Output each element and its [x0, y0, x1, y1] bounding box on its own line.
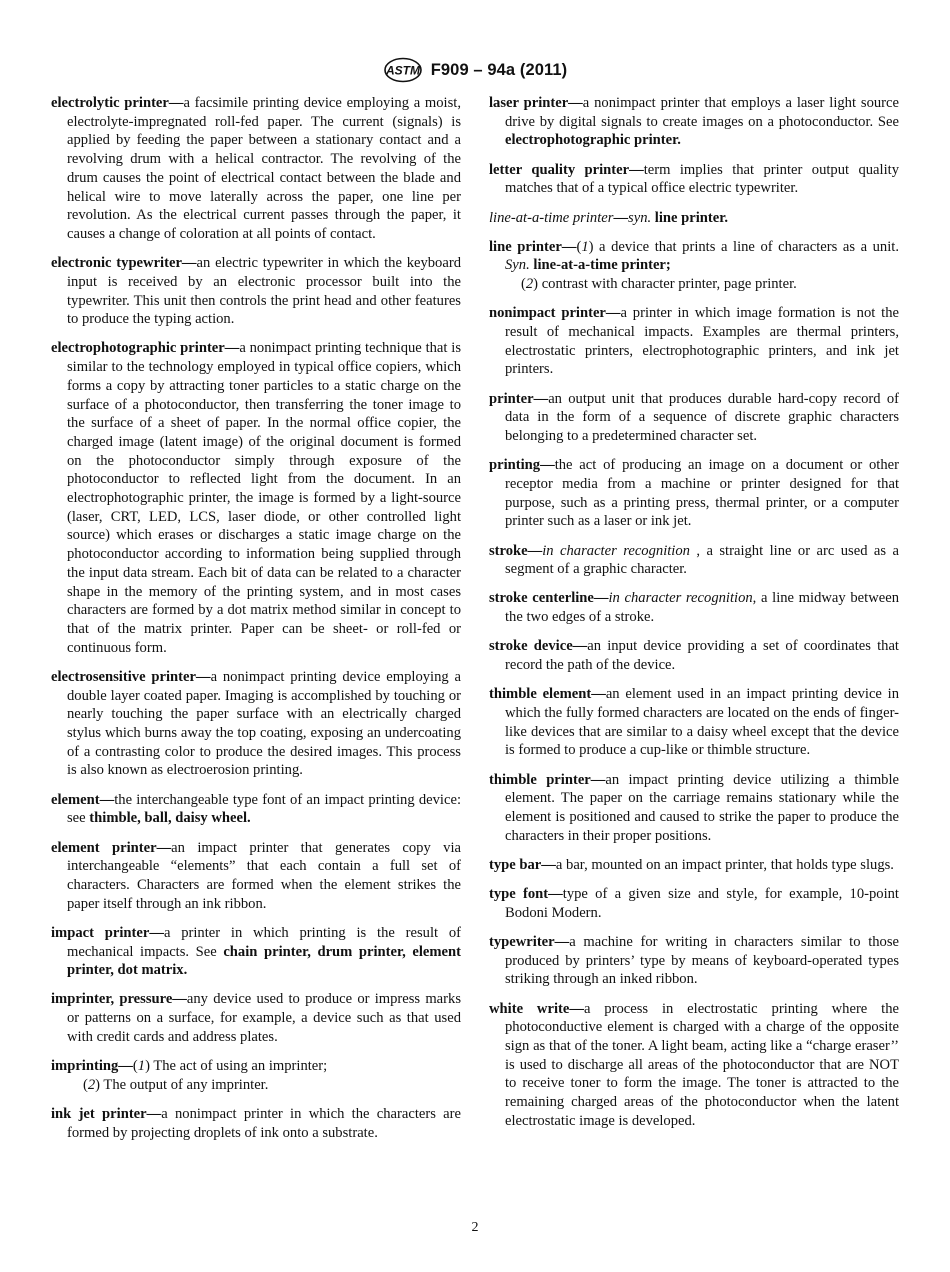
definition-text: a nonimpact printing technique that is similar to the technology employed in typical office copiers, which forms a copy by attracting toner particles to a static charge on the surface of a photoconductor, then transferring the toner image to the surface of a sheet of paper. In the normal office copier, the charged image (latent image) of the original document is formed on the photoconductor simply through exposure of the photoconductor to reflected light from the document. In an electrophotographic printer, the image is formed by a light-source (laser, CRT, LED, LCS, laser diode, or other controlled light source) which erases or discharges a static image charge on the photoconductor according to information being supplied through the input data stream. Each bit of data can be related to a character shape in the memory of the printing system, and in most cases characters are formed by a dot matrix method similar in concept to that of the matrix printer. Paper can be sheet- or roll-fed or continuous form. — [67, 340, 461, 656]
definition-entry — [51, 1057, 461, 1094]
term: ink jet printer— — [51, 1105, 162, 1122]
term: nonimpact printer— — [489, 305, 621, 322]
sense-number: 1 — [137, 1058, 146, 1075]
term: line-at-a-time printer — [489, 209, 614, 226]
definition-entry — [489, 161, 899, 198]
definition-entry — [51, 924, 461, 980]
definition-text: an electric typewriter in which the keyboard input is received by an electronic processor built into the typewriter. This unit then controls the print head and other features to produce the typing action. — [67, 255, 461, 328]
definition-text: The act of using an imprinter; — [149, 1058, 328, 1075]
definition-entry — [51, 668, 461, 780]
cross-reference: thimble, ball, daisy wheel. — [89, 810, 251, 827]
paren-open: ( — [576, 238, 582, 255]
definition-text: a facsimile printing device employing a moist, electrolyte-impregnated roll-fed paper. The current (signals) is applied by feeding the paper between a stationary contact and a revolving drum with a helical contractor. The revolving of the drum causes the point of electrical contact between the blade and helical wire to move laterally across the paper, one line per revolution. As the electrical current passes through the paper, it causes a change of coloration at all points of contact. — [67, 95, 461, 242]
definition-text: the interchangeable type font of an impact printing device: see — [67, 791, 461, 827]
left-column — [51, 94, 461, 1153]
definition-entry — [489, 456, 899, 531]
cross-reference: chain printer, drum printer, element printer, dot matrix. — [67, 943, 462, 979]
term: printing— — [489, 457, 555, 474]
definition-text: a device that prints a line of characters as a unit. — [593, 238, 899, 255]
paren-close: ) — [588, 238, 594, 255]
page-header — [0, 56, 950, 84]
definition-entry — [489, 390, 899, 446]
definition-text: a machine for writing in characters similar to those produced by printers’ type by means of keyboard-operated types striking through an inked ribbon. — [505, 934, 899, 988]
term: type bar— — [489, 856, 556, 873]
term: letter quality printer— — [489, 161, 644, 178]
definition-text: an output unit that produces durable hard-copy record of data in the form of a sequence of discrete graphic characters belonging to a predetermined character set. — [505, 390, 899, 445]
definition-entry — [489, 885, 899, 922]
term: typewriter— — [489, 934, 570, 951]
context-label: in character recognition — [608, 590, 753, 607]
definition-text: a printer in which image formation is not the result of mechanical impacts. Examples are thermal printers, electrostatic printers, electrophotographic printers, and ink jet printers. — [505, 305, 899, 378]
definition-text: , a line midway between the two edges of a stroke. — [505, 590, 899, 626]
term: stroke— — [489, 542, 543, 559]
definition-entry — [489, 856, 899, 875]
sense-two — [521, 275, 899, 294]
term: imprinting— — [51, 1058, 133, 1075]
definition-text: an impact printing device utilizing a thimble element. The paper on the carriage remains stationary while the element is positioned and caused to strike the paper to produce the characters in their proper positions. — [505, 771, 899, 844]
term: electrolytic printer— — [51, 95, 184, 111]
right-column — [489, 94, 899, 1141]
paren-close: ) — [533, 276, 539, 293]
definition-entry — [51, 339, 461, 657]
term-dash: — — [613, 209, 629, 226]
definition-text: an element used in an impact printing device in which the fully formed characters are located on the ends of finger-like devices that are similar to a daisy wheel except that the device is formed to produce a cup-like or thimble structure. — [505, 686, 900, 759]
term: imprinter, pressure— — [51, 991, 187, 1008]
term: line printer— — [489, 238, 577, 255]
term: thimble element— — [489, 686, 606, 703]
definition-entry — [51, 254, 461, 329]
definition-entry — [51, 839, 461, 914]
cross-reference: electrophotographic printer. — [505, 132, 681, 149]
definition-text: type of a given size and style, for example, 10-point Bodoni Modern. — [505, 886, 899, 921]
definition-entry — [489, 771, 899, 846]
paren-open: ( — [521, 276, 526, 293]
definition-text: The output of any imprinter. — [100, 1076, 269, 1093]
paren-close: ) — [95, 1076, 101, 1093]
definition-entry — [489, 542, 899, 579]
term: electrosensitive printer— — [51, 668, 211, 685]
document-designation: F909 – 94a (2011) — [430, 60, 568, 79]
astm-logo-icon — [383, 57, 423, 83]
term: element— — [51, 791, 115, 808]
term: laser printer— — [489, 95, 583, 111]
sense-number: 2 — [525, 276, 534, 293]
definition-entry — [489, 933, 899, 989]
definition-entry — [489, 637, 899, 674]
definition-entry — [489, 685, 899, 760]
definition-entry — [489, 304, 899, 379]
definition-entry — [51, 791, 461, 828]
term: thimble printer— — [489, 771, 606, 788]
context-label: in character recognition — [542, 542, 690, 559]
definition-text: , a straight line or arc used as a segment of a graphic character. — [505, 542, 899, 578]
definition-text: any device used to produce or impress marks or patterns on a surface, for example, a device such as that used with credit cards and address plates. — [67, 991, 461, 1045]
synonym-label: Syn. — [505, 257, 530, 274]
definition-text: term implies that printer output quality matches that of a typical office electric typewriter. — [505, 161, 899, 197]
paren-close: ) — [145, 1058, 150, 1075]
synonym-label: syn. — [628, 209, 652, 226]
term: stroke centerline— — [489, 590, 609, 607]
definition-entry — [489, 238, 899, 294]
sense-number: 1 — [581, 238, 589, 255]
definition-text: a printer in which printing is the result of mechanical impacts. See — [67, 924, 461, 960]
cross-reference: line printer. — [654, 209, 729, 226]
term: type font— — [489, 886, 563, 903]
definition-entry — [489, 209, 899, 228]
definition-entry — [489, 94, 899, 150]
definition-text: the act of producing an image on a document or other receptor media from a machine or printer designed for that purpose, such as a printing press, thermal printer, or a computer printer such as a laser or ink jet. — [505, 457, 899, 530]
definition-text: contrast with character printer, page printer. — [538, 276, 797, 293]
cross-reference: line-at-a-time printer; — [533, 257, 671, 274]
paren-open: ( — [83, 1076, 88, 1093]
term: printer— — [489, 390, 549, 407]
definition-text: an impact printer that generates copy via interchangeable “elements” that each contain a full set of characters. Characters are formed when the element strikes the paper itself through an ink ribbon. — [67, 839, 461, 912]
term: electronic typewriter— — [51, 255, 197, 272]
term: element printer— — [51, 839, 172, 856]
definition-entry — [489, 589, 899, 626]
svg-text:ASTM: ASTM — [385, 63, 420, 78]
definition-text: an input device providing a set of coordinates that record the path of the device. — [505, 638, 899, 674]
term: impact printer— — [51, 924, 164, 941]
paren-open: ( — [132, 1058, 138, 1075]
definition-text: a nonimpact printer that employs a laser light source drive by digital signals to create images on a photoconductor. See — [505, 95, 899, 130]
definition-entry — [489, 1000, 899, 1131]
sense-number: 2 — [87, 1076, 96, 1093]
definition-text: a bar, mounted on an impact printer, that holds type slugs. — [555, 856, 894, 873]
definition-text: a process in electrostatic printing where the photoconductive element is charged with a charge of the opposite sign as that of the toner. A light beam, acting like a “charge eraser’’ is used to discharge all areas of the photoconductor that are NOT to receive toner to form the image. The toner is attracted to the remaining charged areas of the photoconductor when the latent electrostatic image is developed. — [505, 1000, 899, 1129]
definition-text: a nonimpact printer in which the characters are formed by projecting droplets of ink onto a substrate. — [67, 1105, 461, 1141]
term: electrophotographic printer— — [51, 340, 240, 357]
sense-two — [83, 1076, 461, 1095]
term: white write— — [489, 1000, 584, 1017]
page-number: 2 — [471, 1220, 479, 1235]
definition-entry — [51, 1105, 461, 1142]
definition-text: a nonimpact printing device employing a double layer coated paper. Imaging is accomplished by touching or nearly touching the paper surface with an electrically charged stylus which burns away the top coating, exposing an undercoating of a contrasting color to produce the desired images. This process is also known as electroerosion printing. — [67, 668, 462, 779]
definition-entry — [51, 990, 461, 1046]
term: stroke device— — [489, 638, 588, 655]
definition-entry — [51, 94, 461, 244]
